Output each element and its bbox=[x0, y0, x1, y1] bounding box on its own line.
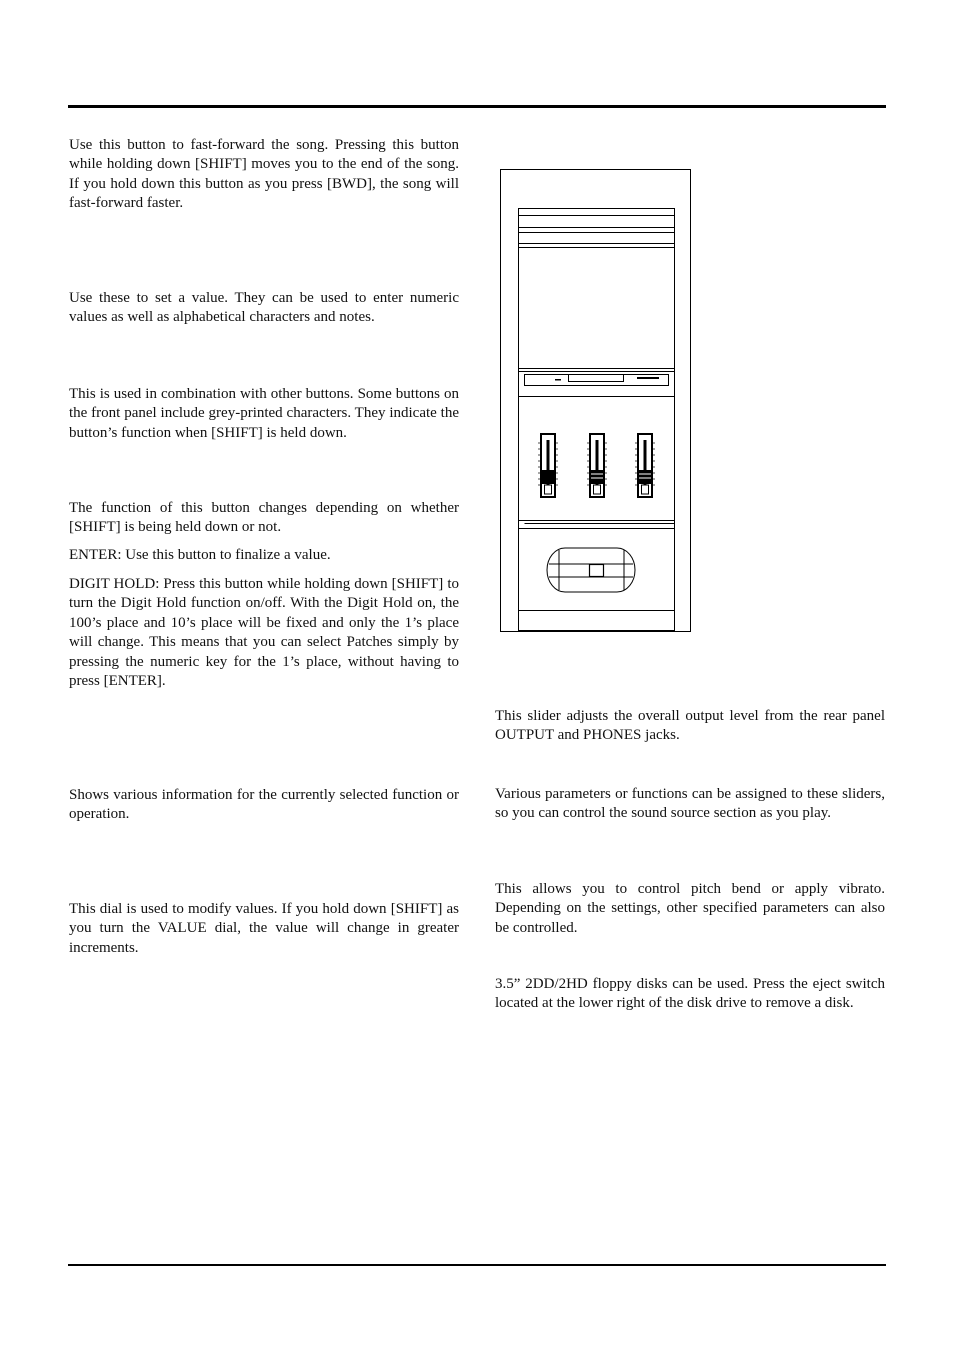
panel-inner bbox=[519, 209, 675, 631]
digit-hold-description: DIGIT HOLD: Press this button while holding down [SHIFT] to turn the Digit Hold function on/off. With the Digit Hold on, the 100’s place and 10’s place will be fixed and only the 1’s place will change. This means that you can select Patches simply by pressing the numeric key for the 1’s place, without having to press [ENTER]. bbox=[69, 576, 459, 690]
fwd-button-description: Use this button to fast-forward the song. Pressing this button while holding down [SHIFT] moves you to the end of the song. If you hold down this button as you press [BWD], the song will fast-forward faster. bbox=[69, 137, 459, 212]
header-rule bbox=[68, 105, 886, 108]
assignable-slider-2 bbox=[635, 434, 655, 497]
bender-lever-description: This allows you to control pitch bend or apply vibrato. Depending on the settings, other specified parameters can also be controlled. bbox=[495, 881, 885, 936]
disk-eject-switch bbox=[637, 377, 659, 379]
footer-rule bbox=[68, 1264, 886, 1266]
assignable-slider-1 bbox=[587, 434, 607, 497]
volume-slider bbox=[538, 434, 558, 497]
enter-function-description: ENTER: Use this button to finalize a value. bbox=[69, 547, 331, 563]
numeric-keys-description: Use these to set a value. They can be used to enter numeric values as well as alphabetical characters and notes. bbox=[69, 290, 459, 326]
disk-drive bbox=[519, 369, 675, 397]
enter-button-intro: The function of this button changes depending on whether [SHIFT] is being held down or not. bbox=[69, 500, 459, 536]
shift-button-description: This is used in combination with other buttons. Some buttons on the front panel include grey-printed characters. They indicate the button’s function when [SHIFT] is held down. bbox=[69, 386, 459, 441]
assignable-sliders-description: Various parameters or functions can be assigned to these sliders, so you can control the sound source section as you play. bbox=[495, 786, 885, 822]
volume-slider-description: This slider adjusts the overall output level from the rear panel OUTPUT and PHONES jacks. bbox=[495, 708, 885, 744]
panel-outline bbox=[501, 170, 691, 632]
value-dial-description: This dial is used to modify values. If you hold down [SHIFT] as you turn the VALUE dial, the value will change in greater increments. bbox=[69, 901, 459, 956]
front-panel-illustration bbox=[499, 168, 693, 636]
display-description: Shows various information for the currently selected function or operation. bbox=[69, 787, 459, 823]
bender-lever bbox=[547, 548, 635, 592]
disk-drive-description: 3.5” 2DD/2HD floppy disks can be used. Press the eject switch located at the lower right of the disk drive to remove a disk. bbox=[495, 976, 885, 1012]
disk-access-led bbox=[555, 379, 561, 381]
